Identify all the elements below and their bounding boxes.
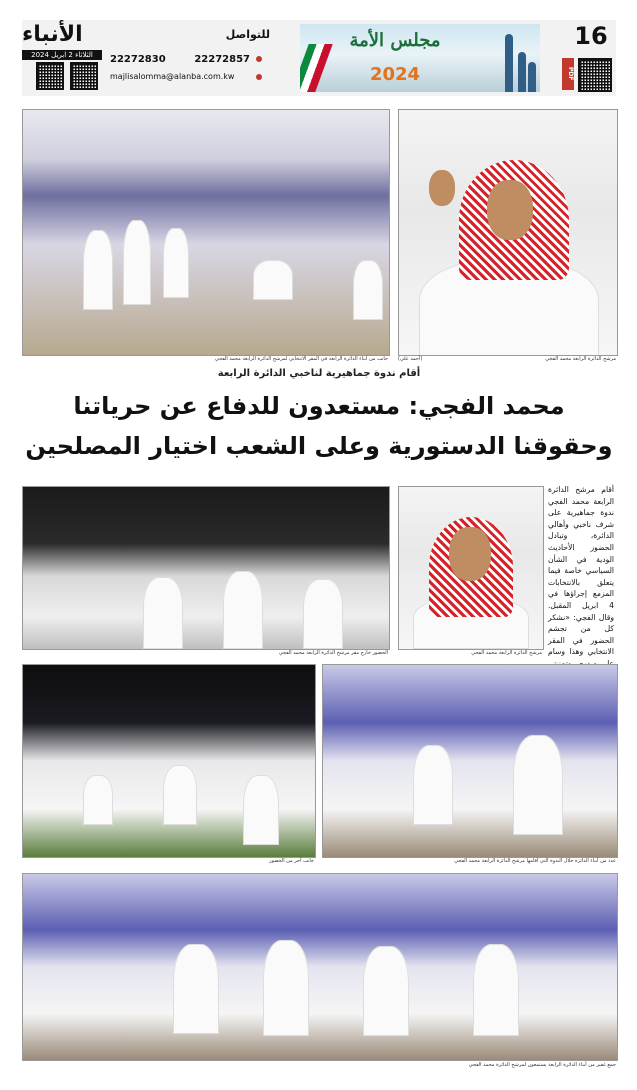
qr-code-icon[interactable] — [70, 62, 98, 90]
qr-code-icon[interactable] — [578, 58, 612, 92]
photo-caption: جانب آخر من الحضور — [269, 858, 314, 864]
issue-date: الثلاثاء 2 ابريل 2024 — [22, 50, 102, 60]
page-number: 16 — [574, 22, 608, 50]
attendee — [123, 220, 151, 305]
attendee — [513, 735, 563, 835]
article-kicker: أقام ندوة جماهيرية لناخبي الدائرة الرابعة — [217, 368, 421, 379]
photo-crowd-outside — [22, 486, 390, 650]
headline-line: محمد الفجي: مستعدون للدفاع عن حرياتنا — [73, 392, 565, 420]
email-address[interactable]: majlisalomma@alanba.com.kw — [110, 72, 235, 81]
kuwait-towers-graphic — [528, 62, 536, 92]
headline-line: وحقوقنا الدستورية وعلى الشعب اختيار المصلحين — [25, 432, 613, 460]
banner-year: 2024 — [369, 64, 421, 85]
attendee — [143, 577, 183, 649]
contact-label: للتواصل — [225, 28, 270, 41]
photo-caption: جانب من أبناء الدائرة الرابعة في المقر الانتخابي لمرشح الدائرة الرابعة محمد الفجي — [214, 356, 388, 362]
banner-title: مجلس الأمة — [349, 30, 441, 51]
photo-seated-guests — [322, 664, 618, 858]
kuwait-flag-graphic — [300, 44, 333, 92]
attendee — [243, 775, 279, 845]
article-body: أقام مرشح الدائرة الرابعة محمد الفجي ندوة جماهيرية على شرف ناخبي وأهالي الدائرة، وتبادل الحضور الأحاديث الودية في الشأن السياسي خاصة فيما يتعلق بالانتخابات المزمع إجراؤها في 4 ابريل المقبل. وقال الفجي: «نشكر كل من تجشم الحضور في المقر الانتخابي وهذا وسام — [548, 485, 614, 657]
photo-candidate-portrait — [398, 486, 544, 650]
kuwait-towers-graphic — [518, 52, 526, 92]
phone-number: 22272857 — [194, 54, 250, 65]
attendee — [413, 745, 453, 825]
phone-number: 22272830 — [110, 54, 166, 65]
candidate-face — [449, 527, 491, 581]
attendee — [363, 946, 409, 1036]
attendee — [473, 944, 519, 1036]
attendee — [163, 765, 197, 825]
waving-hand — [429, 170, 455, 206]
photo-caption: مرشح الدائرة الرابعة محمد الفجي — [471, 650, 542, 656]
article-headline — [22, 386, 616, 466]
elections-banner — [300, 24, 540, 92]
pdf-badge[interactable]: PDF — [562, 58, 574, 90]
mail-icon — [256, 74, 262, 80]
photo-candidate-waving — [398, 109, 618, 356]
attendee — [303, 579, 343, 649]
kuwait-towers-graphic — [505, 34, 513, 92]
attendee — [83, 775, 113, 825]
attendee — [163, 228, 189, 298]
qr-code-icon[interactable] — [36, 62, 64, 90]
candidate-face — [487, 180, 533, 240]
photo-caption: مرشح الدائرة الرابعة محمد الفجي — [545, 356, 616, 362]
attendee — [263, 940, 309, 1036]
photo-caption: الحضور خارج مقر مرشح الدائرة الرابعة محمد الفجي — [278, 650, 388, 656]
photo-large-audience — [22, 873, 618, 1061]
photo-crowd-tent — [22, 109, 390, 356]
phone-icon — [256, 56, 262, 62]
contact-block — [110, 24, 270, 90]
photo-audience-night — [22, 664, 316, 858]
photo-caption: عدد من أبناء الدائرة خلال الندوة التي أقامها مرشح الدائرة الرابعة محمد الفجي — [454, 858, 616, 864]
photo-credit: (أحمد علي) — [398, 356, 423, 362]
attendee — [353, 260, 383, 320]
attendee — [223, 571, 263, 649]
attendee — [83, 230, 113, 310]
attendee — [173, 944, 219, 1034]
newspaper-logo: الأنباء — [22, 22, 83, 47]
photo-caption: جمع غفير من أبناء الدائرة الرابعة يستمعون لمرشح الدائرة محمد الفجي — [468, 1062, 616, 1068]
attendee — [253, 260, 293, 300]
